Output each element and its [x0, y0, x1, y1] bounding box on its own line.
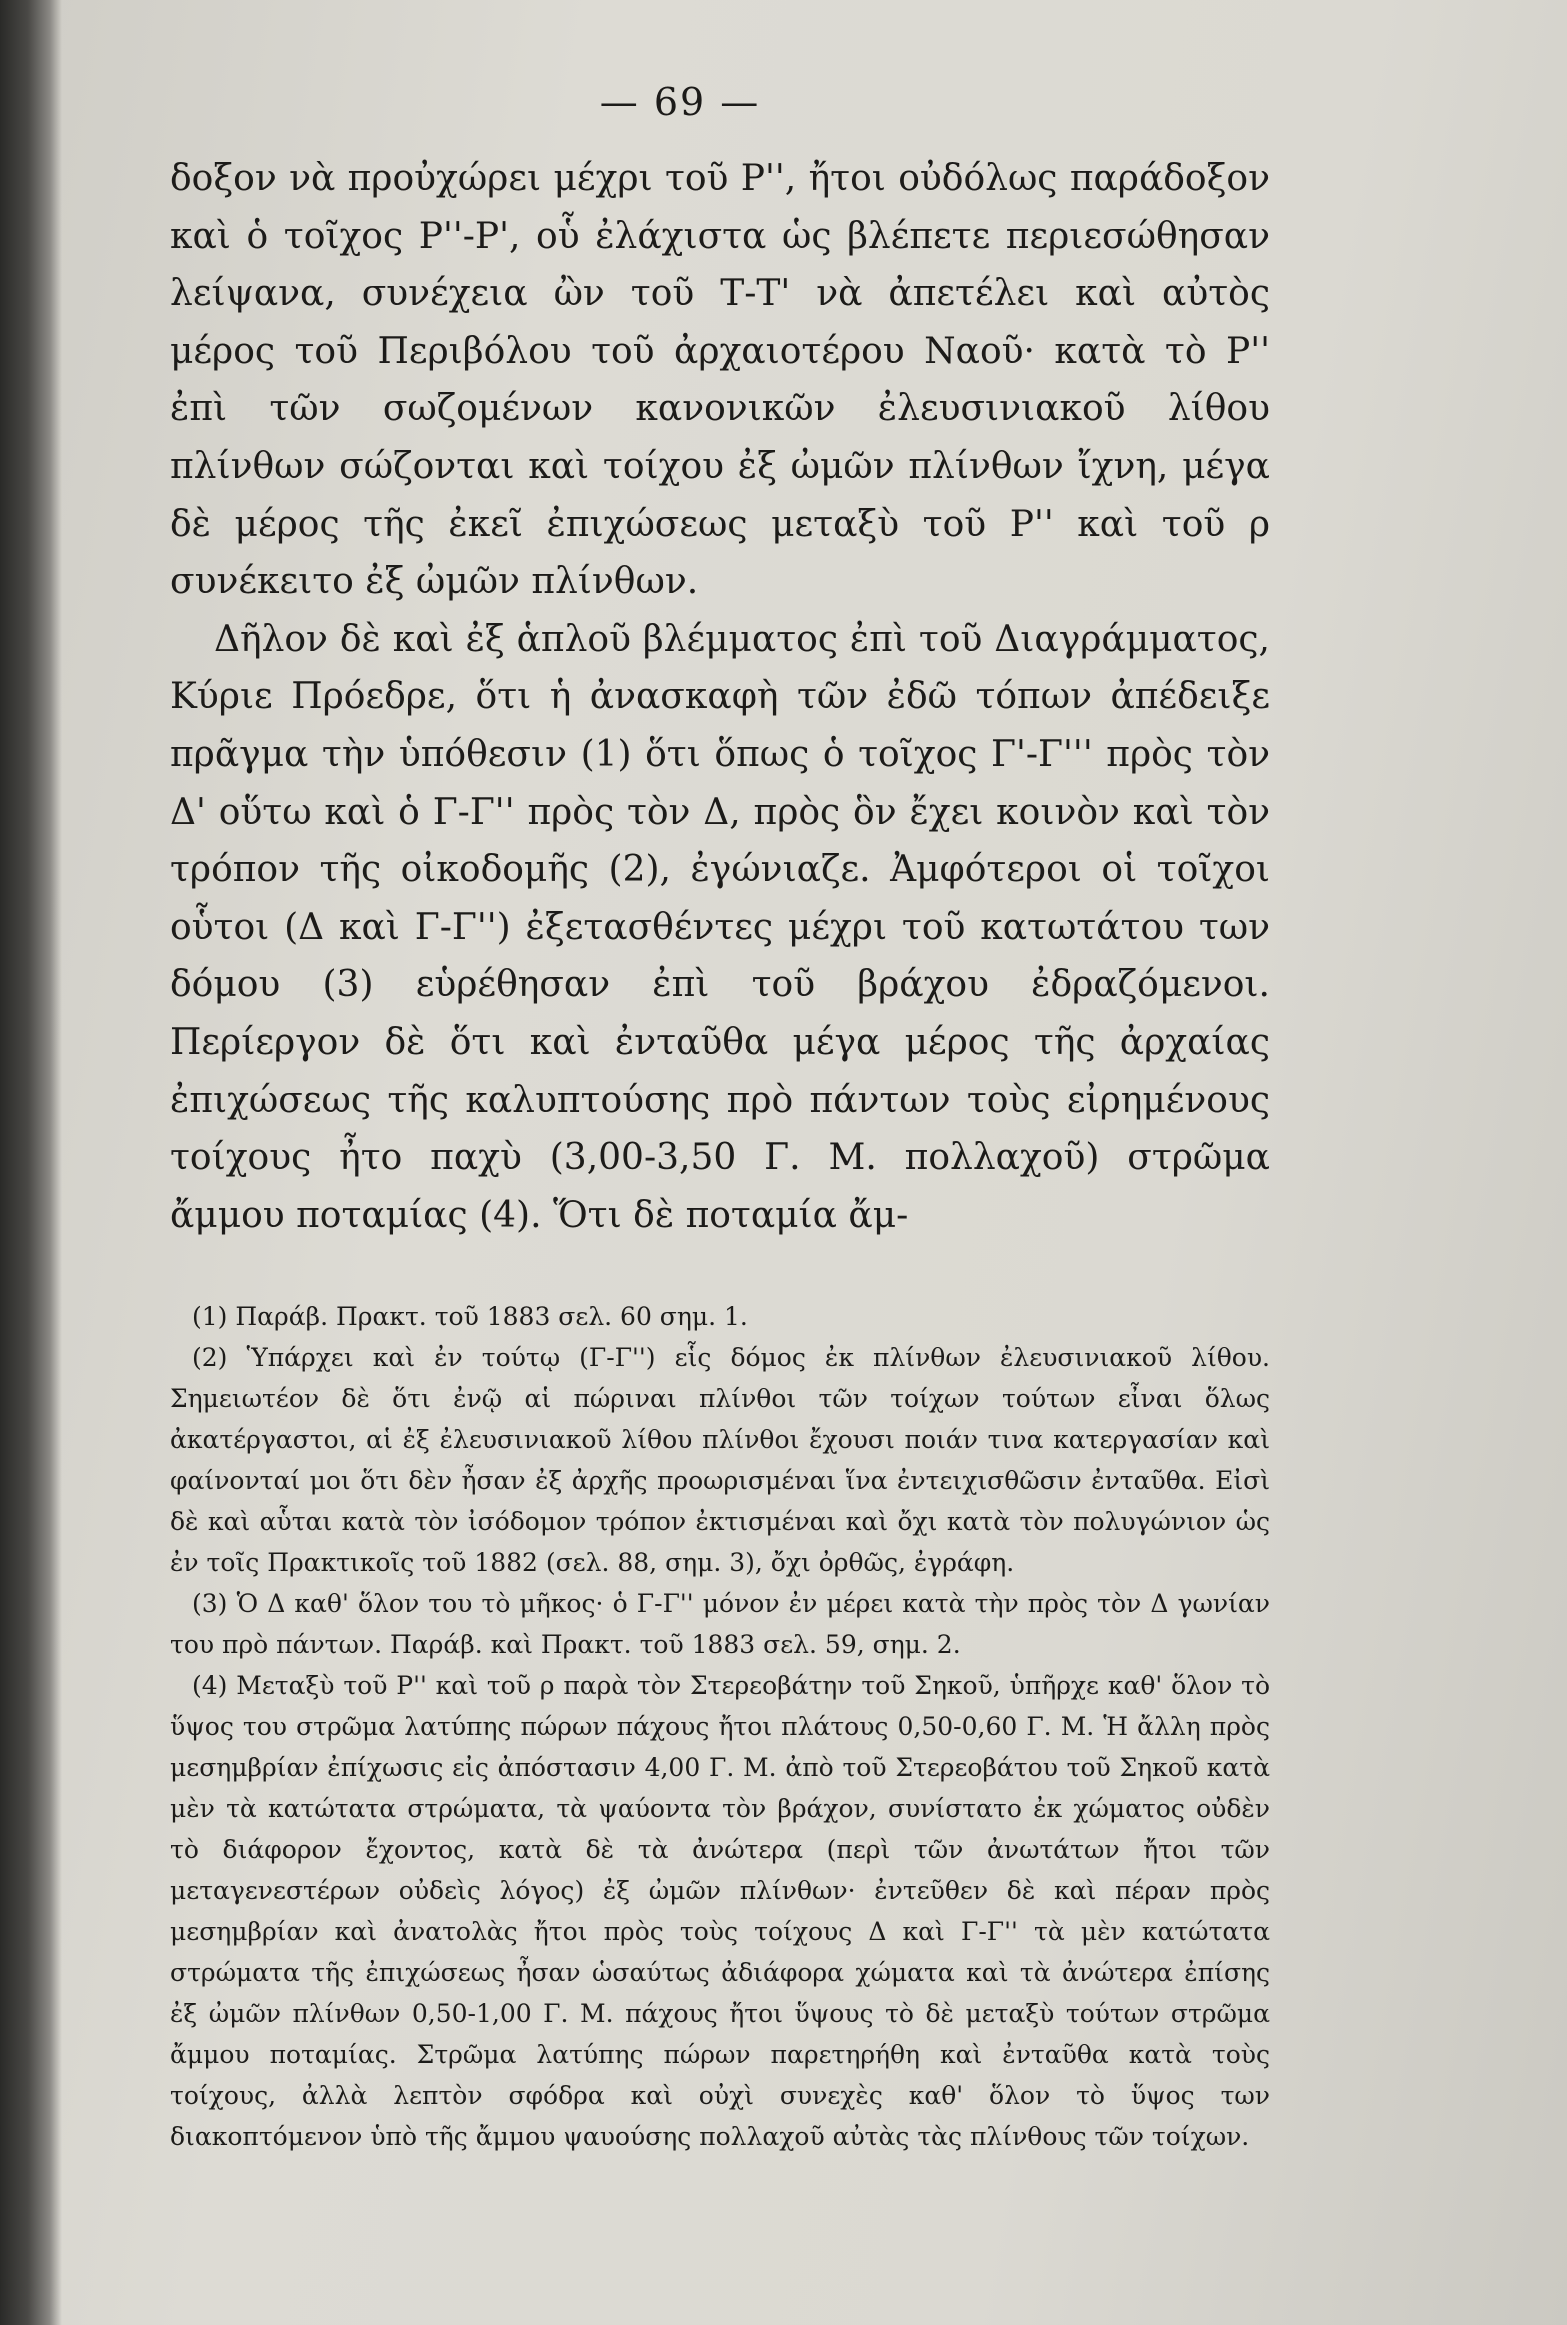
body-paragraph: δοξον νὰ προὐχώρει μέχρι τοῦ Ρ'', ἤτοι οὐδόλως παράδοξον καὶ ὁ τοῖχος Ρ''-Ρ', οὗ ἐλάχιστα ὡς βλέπετε περιεσώθησαν λείψανα, συνέχεια ὢν τοῦ Τ-Τ' νὰ ἀπετέλει καὶ αὐτὸς μέρος τοῦ Περιβόλου τοῦ ἀρχαιοτέρου Ναοῦ· κατὰ τὸ Ρ'' ἐπὶ τῶν σωζομένων κανονικῶν ἐλευσινιακοῦ λίθου πλίνθων σώζονται καὶ τοίχου ἐξ ὠμῶν πλίνθων ἴχνη, μέγα δὲ μέρος τῆς ἐκεῖ ἐπιχώσεως μεταξὺ τοῦ Ρ'' καὶ τοῦ ρ συνέκειτο ἐξ ὠμῶν πλίνθων.	[170, 158, 1270, 603]
footnotes	[170, 1296, 1270, 2157]
page-content	[170, 80, 1270, 2157]
page-number: — 69 —	[599, 80, 761, 124]
binding-gutter-shadow	[0, 0, 62, 2325]
footnote: (1) Παράβ. Πρακτ. τοῦ 1883 σελ. 60 σημ. 1.	[192, 1302, 748, 1332]
body-paragraph: Δῆλον δὲ καὶ ἐξ ἁπλοῦ βλέμματος ἐπὶ τοῦ Διαγράμματος, Κύριε Πρόεδρε, ὅτι ἡ ἀνασκαφὴ τῶν ἐδῶ τόπων ἀπέδειξε πρᾶγμα τὴν ὑπόθεσιν (1) ὅτι ὅπως ὁ τοῖχος Γ'-Γ''' πρὸς τὸν Δ' οὕτω καὶ ὁ Γ-Γ'' πρὸς τὸν Δ, πρὸς ὃν ἔχει κοινὸν καὶ τὸν τρόπον τῆς οἰκοδομῆς (2), ἐγώνιαζε. Ἀμφότεροι οἱ τοῖχοι οὗτοι (Δ καὶ Γ-Γ'') ἐξετασθέντες μέχρι τοῦ κατωτάτου των δόμου (3) εὑρέθησαν ἐπὶ τοῦ βράχου ἐδραζόμενοι. Περίεργον δὲ ὅτι καὶ ἐνταῦθα μέγα μέρος τῆς ἀρχαίας ἐπιχώσεως τῆς καλυπτούσης πρὸ πάντων τοὺς εἰρημένους τοίχους ἦτο παχὺ (3,00-3,50 Γ. Μ. πολλαχοῦ) στρῶμα ἄμμου ποταμίας (4). Ὅτι δὲ ποταμία ἄμ-	[170, 618, 1270, 1236]
body-text	[170, 150, 1270, 1244]
footnote: (2) Ὑπάρχει καὶ ἐν τούτῳ (Γ-Γ'') εἷς δόμος ἐκ πλίνθων ἐλευσινιακοῦ λίθου. Σημειωτέον δὲ ὅτι ἐνῷ αἱ πώριναι πλίνθοι τῶν τοίχων τούτων εἶναι ὅλως ἀκατέργαστοι, αἱ ἐξ ἐλευσινιακοῦ λίθου πλίνθοι ἔχουσι ποιάν τινα κατεργασίαν καὶ φαίνονταί μοι ὅτι δὲν ἦσαν ἐξ ἀρχῆς προωρισμέναι ἵνα ἐντειχισθῶσιν ἐνταῦθα. Εἰσὶ δὲ καὶ αὗται κατὰ τὸν ἰσόδομον τρόπον ἐκτισμέναι καὶ ὄχι κατὰ τὸν πολυγώνιον ὡς ἐν τοῖς Πρακτικοῖς τοῦ 1882 (σελ. 88, σημ. 3), ὄχι ὀρθῶς, ἐγράφη.	[170, 1343, 1270, 1578]
footnote: (4) Μεταξὺ τοῦ Ρ'' καὶ τοῦ ρ παρὰ τὸν Στερεοβάτην τοῦ Σηκοῦ, ὑπῆρχε καθ' ὅλον τὸ ὕψος του στρῶμα λατύπης πώρων πάχους ἤτοι πλάτους 0,50-0,60 Γ. Μ. Ἡ ἄλλη πρὸς μεσημβρίαν ἐπίχωσις εἰς ἀπόστασιν 4,00 Γ. Μ. ἀπὸ τοῦ Στερεοβάτου τοῦ Σηκοῦ κατὰ μὲν τὰ κατώτατα στρώματα, τὰ ψαύοντα τὸν βράχον, συνίστατο ἐκ χώματος οὐδὲν τὸ διάφορον ἔχοντος, κατὰ δὲ τὰ ἀνώτερα (περὶ τῶν ἀνωτάτων ἤτοι τῶν μεταγενεστέρων οὐδεὶς λόγος) ἐξ ὠμῶν πλίνθων· ἐντεῦθεν δὲ καὶ πέραν πρὸς μεσημβρίαν καὶ ἀνατολὰς ἤτοι πρὸς τοὺς τοίχους Δ καὶ Γ-Γ'' τὰ μὲν κατώτατα στρώματα τῆς ἐπιχώσεως ἦσαν ὡσαύτως ἀδιάφορα χώματα καὶ τὰ ἀνώτερα ἐπίσης ἐξ ὠμῶν πλίνθων 0,50-1,00 Γ. Μ. πάχους ἤτοι ὕψους τὸ δὲ μεταξὺ τούτων στρῶμα ἄμμου ποταμίας. Στρῶμα λατύπης πώρων παρετηρήθη καὶ ἐνταῦθα κατὰ τοὺς τοίχους, ἀλλὰ λεπτὸν σφόδρα καὶ οὐχὶ συνεχὲς καθ' ὅλον τὸ ὕψος των διακοπτόμενον ὑπὸ τῆς ἄμμου ψαυούσης πολλαχοῦ αὐτὰς τὰς πλίνθους τῶν τοίχων.	[170, 1671, 1270, 2152]
footnote: (3) Ὁ Δ καθ' ὅλον του τὸ μῆκος· ὁ Γ-Γ'' μόνον ἐν μέρει κατὰ τὴν πρὸς τὸν Δ γωνίαν του πρὸ πάντων. Παράβ. καὶ Πρακτ. τοῦ 1883 σελ. 59, σημ. 2.	[170, 1589, 1270, 1660]
